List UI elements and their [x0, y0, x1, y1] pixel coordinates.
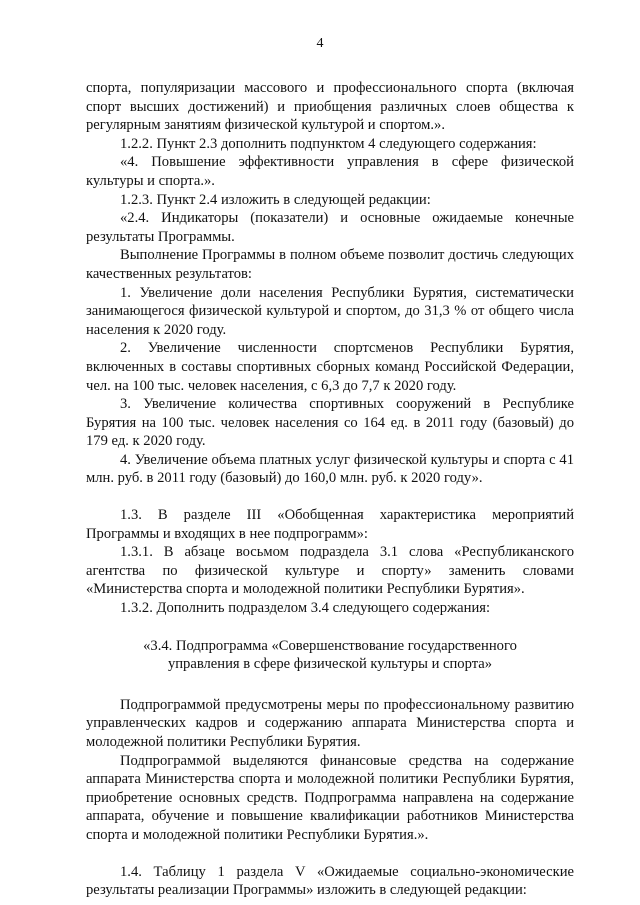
paragraph: спорта, популяризации массового и профессионального спорта (включая спорт высших достижений) и приобщения различных слоев общества к регулярным занятиям физической культурой и спортом.».	[86, 80, 574, 134]
paragraph: 3. Увеличение количества спортивных сооружений в Республике Бурятия на 100 тыс. человек населения со 164 ед. в 2011 году (базовый) до 179 ед. к 2020 году.	[86, 396, 574, 450]
paragraph: 1.3.1. В абзаце восьмом подраздела 3.1 слова «Республиканского агентства по физической культуре и спорту» заменить словами «Министерства спорта и молодежной политики Республики Бурятия».	[86, 544, 574, 598]
paragraph: 1.2.3. Пункт 2.4 изложить в следующей редакции:	[120, 191, 431, 208]
paragraph: Подпрограммой выделяются финансовые средства на содержание аппарата Министерства спорта и молодежной политики Республики Бурятия, приобретение основных средств. Подпрограмма направлена на содержание аппарата, обучение и повышение квалификации работников Министерства спорта и молодежной политики Республики Бурятия.».	[86, 752, 574, 843]
paragraph: «4. Повышение эффективности управления в сфере физической культуры и спорта.».	[86, 154, 574, 189]
paragraph: 1.3.2. Дополнить подразделом 3.4 следующего содержания:	[120, 600, 491, 617]
paragraph: 1.2.2. Пункт 2.3 дополнить подпунктом 4 следующего содержания:	[120, 135, 537, 152]
spacer	[86, 674, 574, 696]
subsection-heading	[86, 637, 574, 674]
heading-line: управления в сфере физической культуры и спорта»	[167, 656, 493, 673]
paragraph: 2. Увеличение численности спортсменов Республики Бурятия, включенных в составы спортивных сборных команд Российской Федерации, чел. на 100 тыс. человек населения, с 6,3 до 7,7 к 2020 году.	[86, 340, 574, 394]
page-number: 4	[316, 36, 324, 51]
paragraph: 4. Увеличение объема платных услуг физической культуры и спорта с 41 млн. руб. в 2011 году (базовый) до 160,0 млн. руб. к 2020 году».	[86, 451, 574, 487]
paragraph: 1. Увеличение доли населения Республики Бурятия, систематически занимающегося физической культурой и спортом, до 31,3 % от общего числа населения к 2020 году.	[86, 284, 574, 338]
paragraph: Подпрограммой предусмотрены меры по профессиональному развитию управленческих кадров и содержанию аппарата Министерства спорта и молодежной политики Республики Бурятия.	[86, 696, 574, 750]
paragraph: «2.4. Индикаторы (показатели) и основные ожидаемые конечные результаты Программы.	[86, 210, 574, 245]
paragraph: 1.4. Таблицу 1 раздела V «Ожидаемые социально-экономические результаты реализации Программы» изложить в следующей редакции:	[86, 863, 574, 899]
spacer	[86, 618, 574, 637]
paragraph: 1.3. В разделе III «Обобщенная характеристика мероприятий Программы и входящих в нее подпрограмм»:	[86, 507, 574, 542]
paragraph: Выполнение Программы в полном объеме позволит достичь следующих качественных результатов:	[86, 247, 574, 282]
spacer	[86, 488, 574, 506]
document-body	[86, 79, 574, 900]
heading-line: «3.4. Подпрограмма «Совершенствование государственного	[143, 637, 517, 654]
spacer	[86, 845, 574, 863]
